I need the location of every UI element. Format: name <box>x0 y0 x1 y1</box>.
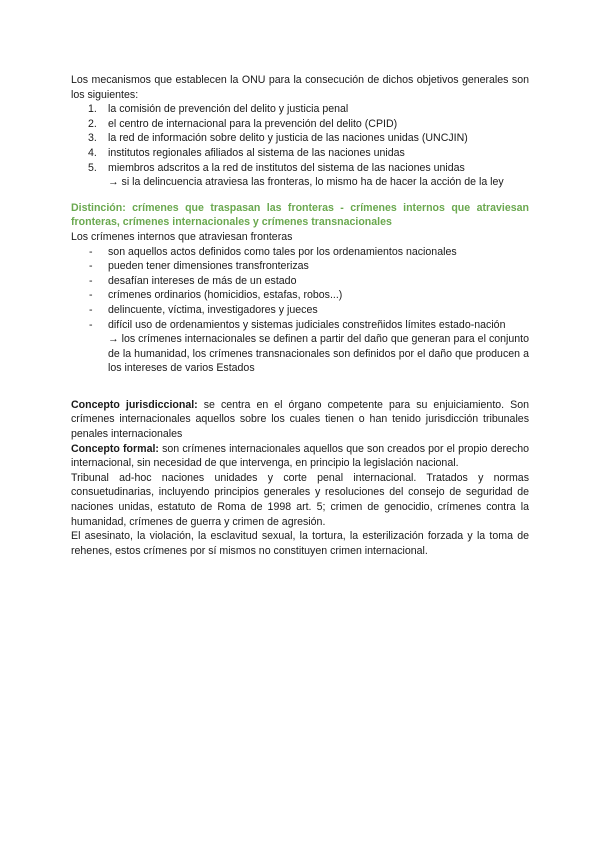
jurisdictional-label: Concepto jurisdiccional: <box>71 398 198 411</box>
list-item: - difícil uso de ordenamientos y sistemas judiciales constreñidos límites estado-nación <box>89 318 506 331</box>
section-heading: Distinción: crímenes que traspasan las fronteras - crímenes internos que atraviesan fronteras, crímenes internacionales y crímenes transnacionales <box>71 201 529 229</box>
list-item: 4. institutos regionales afiliados al sistema de las naciones unidas <box>88 146 405 159</box>
mechanisms-list <box>71 102 529 175</box>
closing-paragraph: El asesinato, la violación, la esclavitud sexual, la tortura, la esterilización forzada y la toma de rehenes, estos crímenes por sí mismos no constituyen crimen internacional. <box>71 530 529 557</box>
tribunal-paragraph: Tribunal ad-hoc naciones unidades y corte penal internacional. Tratados y normas consuetudinarias, incluyendo principios generales y resoluciones del consejo de seguridad de naciones unidas, estatuto de Roma de 1998 art. 5; crimen de genocidio, crímenes contra la humanidad, crímenes de guerra y crimen de agresión. <box>71 471 529 528</box>
list-item: 2. el centro de internacional para la prevención del delito (CPID) <box>88 117 398 130</box>
list-item: 5. miembros adscritos a la red de institutos del sistema de las naciones unidas <box>88 161 465 174</box>
document-content <box>71 73 529 558</box>
internal-intro: Los crímenes internos que atraviesan fronteras <box>71 230 293 243</box>
formal-label: Concepto formal: <box>71 442 159 455</box>
jurisdictional-paragraph: Concepto jurisdiccional: se centra en el órgano competente para su enjuiciamiento. Son crímenes internacionales aquellos sobre los cuales tienen o han tenido jurisdicción tribunales penales internacionales <box>71 398 529 441</box>
internal-crimes-list <box>71 245 529 333</box>
list-item: 1. la comisión de prevención del delito y justicia penal <box>88 103 349 116</box>
list-item: 3. la red de información sobre delito y justicia de las naciones unidas (UNCJIN) <box>88 132 468 145</box>
intro-paragraph: Los mecanismos que establecen la ONU para la consecución de dichos objetivos generales son los siguientes: <box>71 74 529 101</box>
list-item: - delincuente, víctima, investigadores y jueces <box>89 303 318 316</box>
list-item: - son aquellos actos definidos como tales por los ordenamientos nacionales <box>89 245 457 258</box>
list-item: - crímenes ordinarios (homicidios, estafas, robos...) <box>89 289 343 302</box>
list-item: - pueden tener dimensiones transfronterizas <box>89 260 309 273</box>
internal-note: → los crímenes internacionales se definen a partir del daño que generan para el conjunto de la humanidad, los crímenes transnacionales son definidos por el daño que producen a los intereses de varios Estados <box>108 333 529 375</box>
list-item: - desafían intereses de más de un estado <box>89 274 297 287</box>
formal-paragraph: Concepto formal: son crímenes internacionales aquellos que son creados por el propio derecho internacional, sin necesidad de que intervenga, en principio la legislación nacional. <box>71 442 529 470</box>
mechanisms-note: → si la delincuencia atraviesa las fronteras, lo mismo ha de hacer la acción de la ley <box>108 176 504 189</box>
